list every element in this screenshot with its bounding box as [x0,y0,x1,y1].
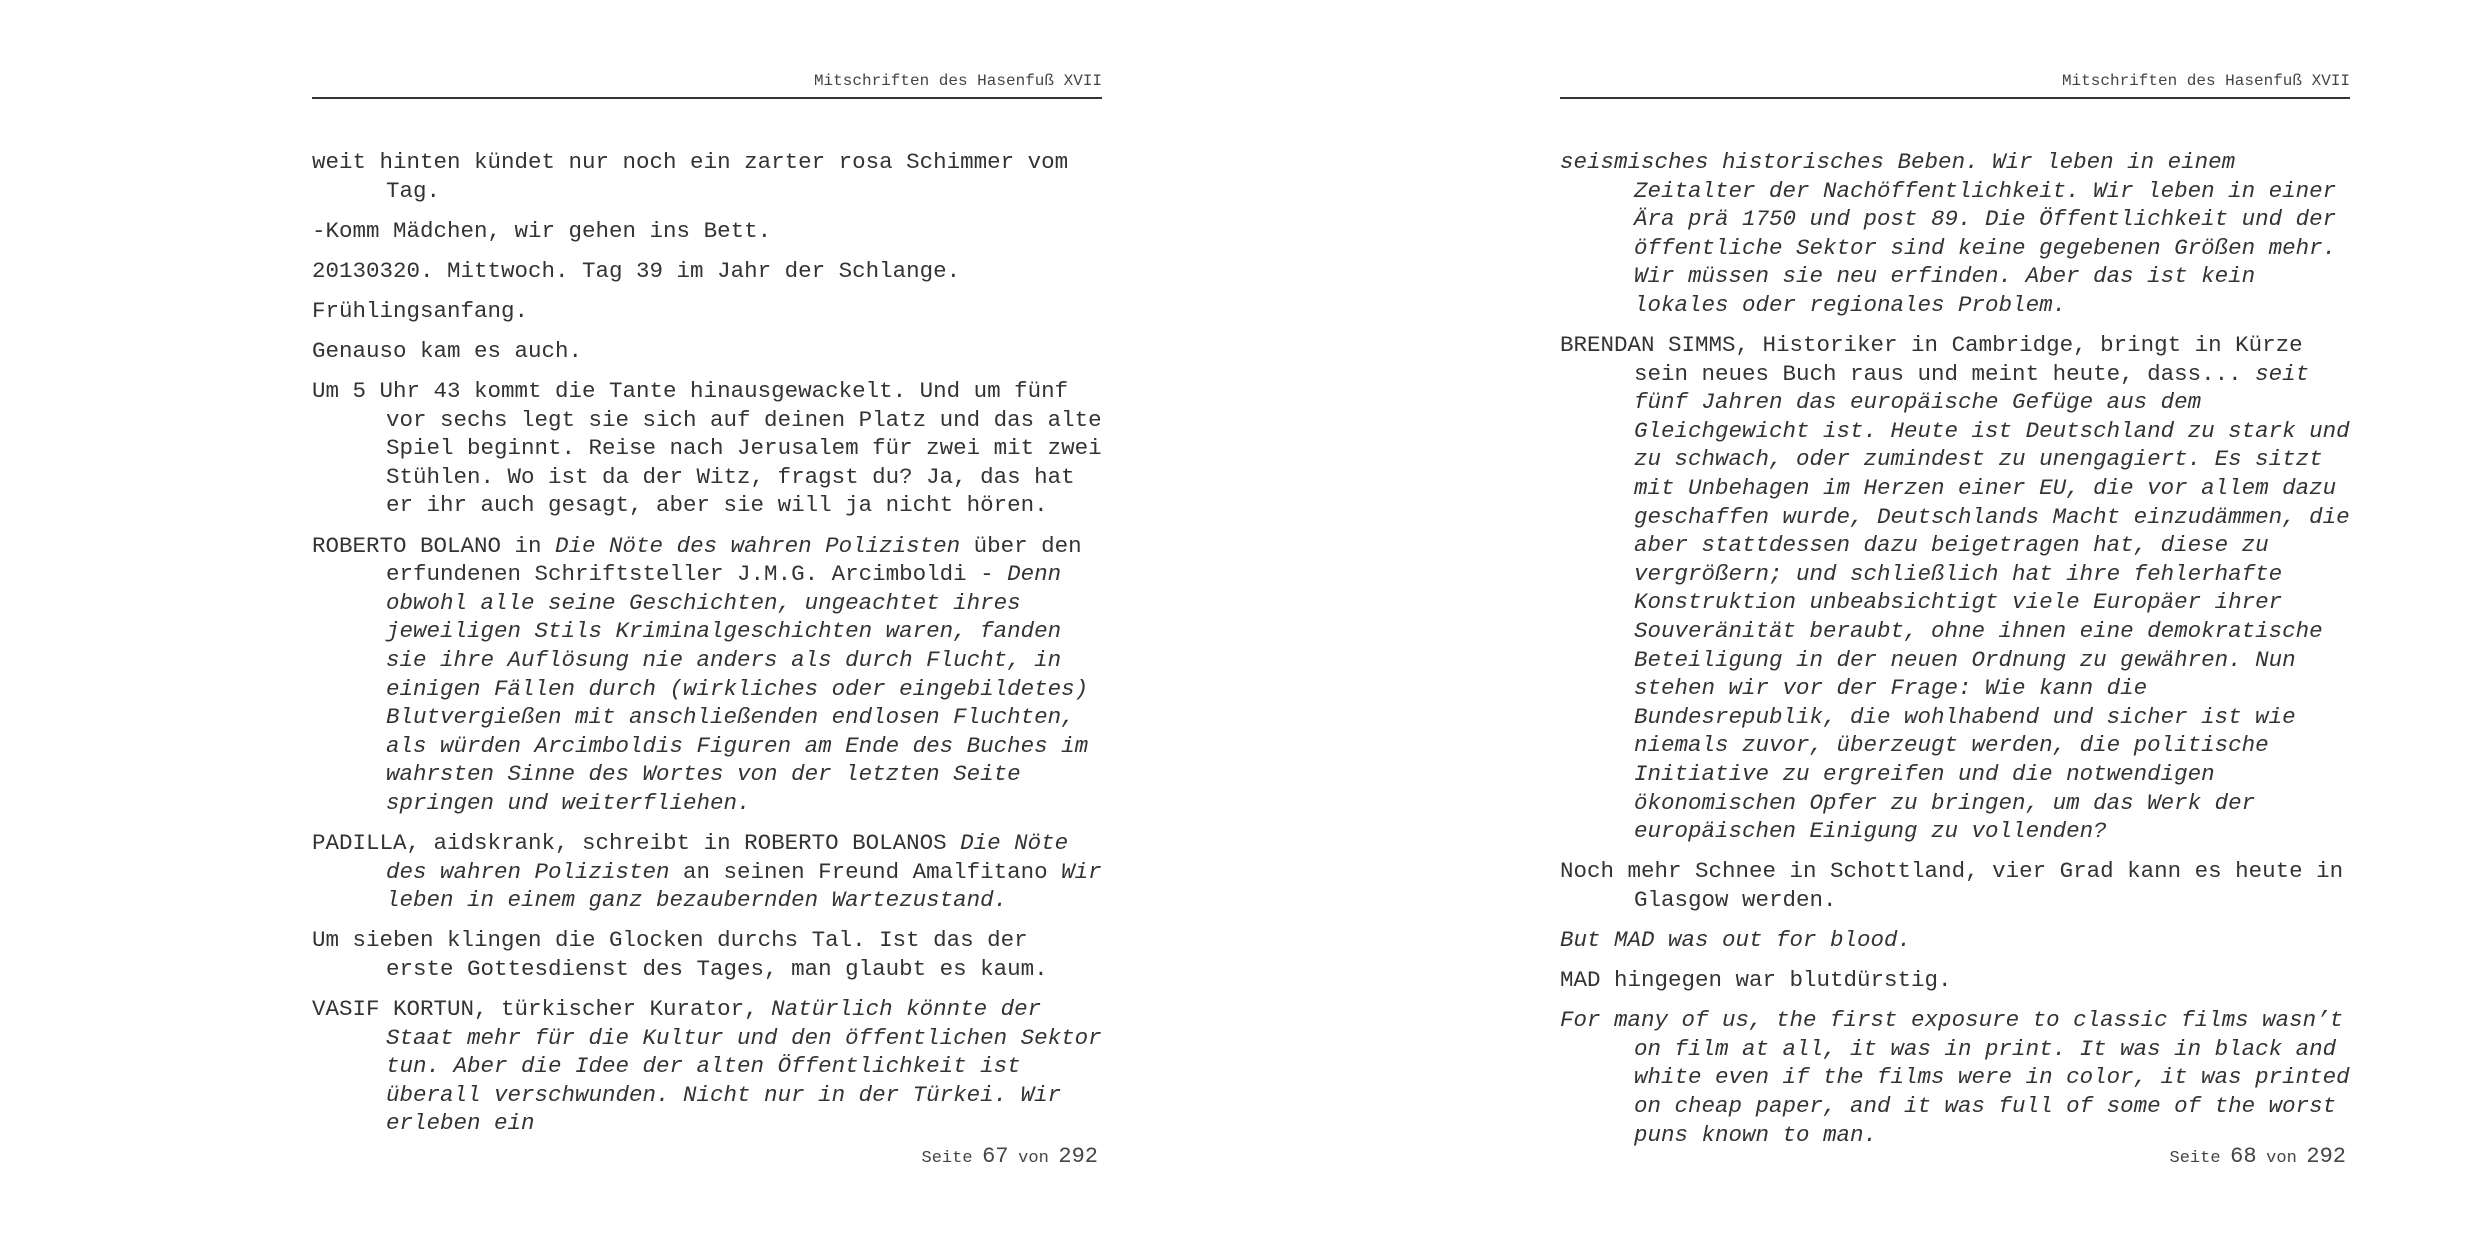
text-run: ROBERTO BOLANO in [312,532,556,559]
text-run: VASIF KORTUN, türkischer Kurator, [312,995,772,1022]
footer-prefix: Seite [2169,1149,2221,1168]
footer-page-number: 67 [982,1144,1009,1169]
paragraph [312,257,1102,286]
left-page [312,0,1102,1240]
text-run: MAD hingegen war blutdürstig. [1560,967,1952,994]
text-run: Noch mehr Schnee in Schottland, vier Grad kann es heute in Glasgow werden. [1560,858,2344,913]
paragraph [1560,331,2350,846]
italic-text-run: Die Nöte des wahren Polizisten [386,829,1069,885]
page-body [1560,148,2350,1161]
paragraph [1560,1006,2350,1149]
paragraph [312,337,1102,366]
footer-total-pages: 292 [2306,1144,2346,1169]
header-rule [312,97,1102,99]
italic-text-run: Natürlich könnte der Staat mehr für die Kultur und den öffentlichen Sektor tun. Aber die Idee der alten Öffentlichkeit ist überall verschwunden. Nicht nur in der Türkei. Wir erleben ein [386,995,1102,1137]
footer-of: von [2266,1149,2297,1168]
footer-of: von [1018,1149,1049,1168]
paragraph [312,217,1102,246]
paragraph [312,995,1102,1138]
text-run: Um sieben klingen die Glocken durchs Tal. Ist das der erste Gottesdienst des Tages, man glaubt es kaum. [312,927,1048,982]
paragraph [312,148,1102,205]
page-header: Mitschriften des Hasenfuß XVII [813,72,1102,90]
text-run: Genauso kam es auch. [312,337,583,364]
page-footer [312,1144,1098,1169]
text-run: 20130320. Mittwoch. Tag 39 im Jahr der Schlange. [312,257,961,284]
footer-prefix: Seite [921,1149,973,1168]
paragraph [312,532,1102,818]
footer-total-pages: 292 [1058,1144,1098,1169]
footer-page-number: 68 [2230,1144,2257,1169]
italic-text-run: But MAD was out for blood. [1560,926,1912,953]
text-run: Frühlingsanfang. [312,297,529,324]
page-body [312,148,1102,1149]
paragraph [1560,966,2350,995]
italic-text-run: Die Nöte des wahren Polizisten [555,532,961,559]
right-page [1560,0,2350,1240]
italic-text-run: Wir leben in einem ganz bezaubernden Wartezustand. [386,858,1102,914]
paragraph [1560,857,2350,914]
text-run: über den erfundenen Schriftsteller J.M.G. Arcimboldi - [386,532,1082,588]
text-run: weit hinten kündet nur noch ein zarter rosa Schimmer vom Tag. [312,149,1069,204]
page-footer [1560,1144,2346,1169]
paragraph [1560,926,2350,955]
paragraph [312,829,1102,915]
text-run: an seinen Freund Amalfitano [669,858,1062,885]
italic-text-run: Denn obwohl alle seine Geschichten, ungeachtet ihres jeweiligen Stils Kriminalgeschichten waren, fanden sie ihre Auflösung nie anders als durch Flucht, in einigen Fällen durch (wirkliches oder eingebildetes) Blutvergießen mit anschließenden endlosen Fluchten, als würden Arcimboldis Figuren am Ende des Buches im wahrsten Sinne des Wortes von der letzten Seite springen und weiterfliehen. [386,561,1089,816]
paragraph [312,377,1102,520]
page-header: Mitschriften des Hasenfuß XVII [2061,72,2350,90]
paragraph [312,297,1102,326]
text-run: Um 5 Uhr 43 kommt die Tante hinausgewackelt. Und um fünf vor sechs legt sie sich auf deinen Platz und das alte Spiel beginnt. Reise nach Jerusalem für zwei mit zwei Stühlen. Wo ist da der Witz, fragst du? Ja, das hat er ihr auch gesagt, aber sie will ja nicht hören. [312,378,1102,519]
paragraph [1560,148,2350,320]
text-run: PADILLA, aidskrank, schreibt in ROBERTO BOLANOS [312,829,961,856]
paragraph [312,926,1102,983]
text-run: -Komm Mädchen, wir gehen ins Bett. [312,217,772,244]
italic-text-run: seismisches historisches Beben. Wir leben in einem Zeitalter der Nachöffentlichkeit. Wir leben in einer Ära prä 1750 und post 89. Die Öffentlichkeit und der öffentliche Sektor sind keine gegebenen Größen mehr. Wir müssen sie neu erfinden. Aber das ist kein lokales oder regionales Problem. [1560,149,2337,318]
text-run: BRENDAN SIMMS, Historiker in Cambridge, bringt in Kürze sein neues Buch raus und meint heute, dass... [1560,332,2303,387]
header-rule [1560,97,2350,99]
italic-text-run: For many of us, the first exposure to classic films wasn’t on film at all, it was in print. It was in black and white even if the films were in color, it was printed on cheap paper, and it was full of some of the worst puns known to man. [1560,1007,2350,1148]
italic-text-run: seit fünf Jahren das europäische Gefüge aus dem Gleichgewicht ist. Heute ist Deutschland zu stark und zu schwach, oder zumindest zu unengagiert. Es sitzt mit Unbehagen im Herzen einer EU, die vor allem dazu geschaffen wurde, Deutschlands Macht einzudämmen, die aber stattdessen dazu beigetragen hat, diese zu vergrößern; und schließlich hat ihre fehlerhafte Konstruktion unbeabsichtigt viele Europäer ihrer Souveränität beraubt, ohne ihnen eine demokratische Beteiligung in der neuen Ordnung zu gewähren. Nun stehen wir vor der Frage: Wie kann die Bundesrepublik, die wohlhabend und sicher ist wie niemals zuvor, überzeugt werden, die politische Initiative zu ergreifen und die notwendigen ökonomischen Opfer zu bringen, um das Werk der europäischen Einigung zu vollenden? [1634,360,2350,845]
